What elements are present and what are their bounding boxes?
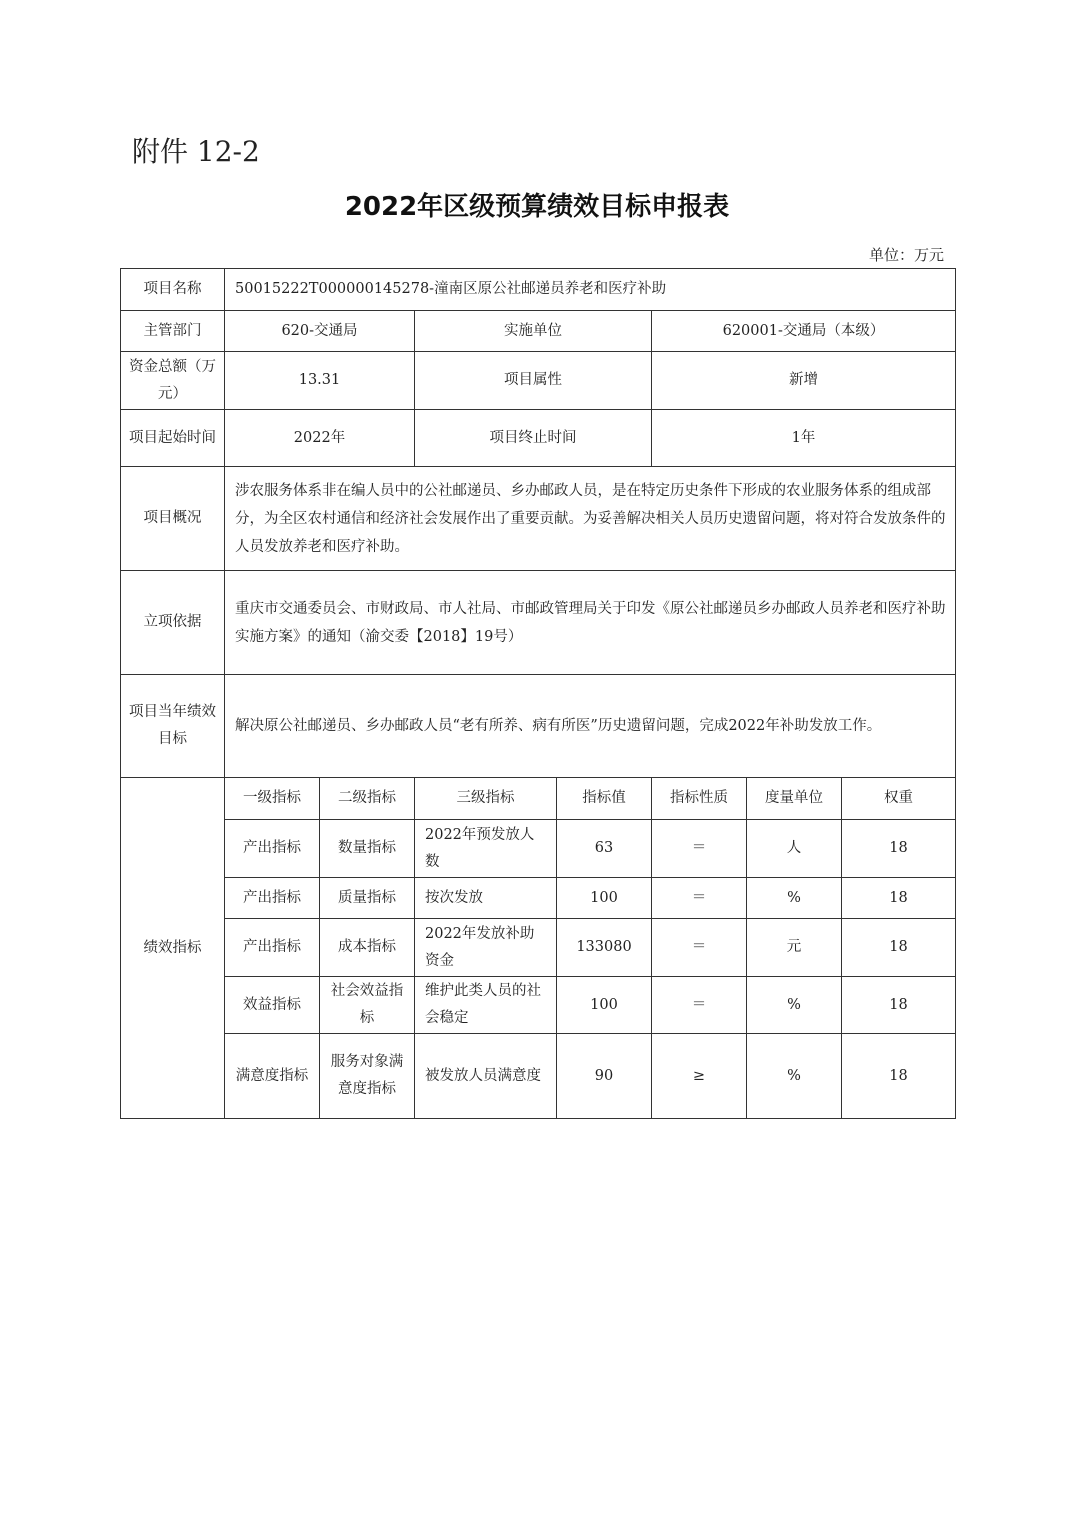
cell: % (747, 1034, 842, 1119)
cell: ≥ (652, 1034, 747, 1119)
indicator-row (121, 878, 956, 919)
header-cell: 二级指标 (320, 778, 415, 820)
start-label: 项目起始时间 (121, 410, 225, 467)
budget-table (120, 268, 956, 1119)
cell: ＝ (652, 820, 747, 878)
indicators-section-label: 绩效指标 (121, 778, 225, 1119)
header-cell: 指标值 (557, 778, 652, 820)
cell: ＝ (652, 919, 747, 977)
basis-value: 重庆市交通委员会、市财政局、市人社局、市邮政管理局关于印发《原公社邮递员乡办邮政人员养老和医疗补助实施方案》的通知（渝交委【2018】19号） (225, 571, 956, 675)
header-cell: 度量单位 (747, 778, 842, 820)
cell: 被发放人员满意度 (415, 1034, 557, 1119)
cell: 质量指标 (320, 878, 415, 919)
overview-label: 项目概况 (121, 467, 225, 571)
cell: ＝ (652, 977, 747, 1034)
cell: 100 (557, 878, 652, 919)
cell: ＝ (652, 878, 747, 919)
cell: 人 (747, 820, 842, 878)
impl-value: 620001-交通局（本级） (652, 311, 956, 352)
cell: 133080 (557, 919, 652, 977)
cell: 63 (557, 820, 652, 878)
attr-label: 项目属性 (415, 352, 652, 410)
cell: 成本指标 (320, 919, 415, 977)
cell: 元 (747, 919, 842, 977)
header-cell: 一级指标 (225, 778, 320, 820)
indicator-row (121, 977, 956, 1034)
cell: 18 (842, 977, 956, 1034)
goal-label: 项目当年绩效目标 (121, 675, 225, 778)
cell: 18 (842, 919, 956, 977)
project-name-value: 50015222T000000145278-潼南区原公社邮递员养老和医疗补助 (225, 269, 956, 311)
start-value: 2022年 (225, 410, 415, 467)
cell: 2022年预发放人数 (415, 820, 557, 878)
indicator-row (121, 1034, 956, 1119)
cell: 产出指标 (225, 878, 320, 919)
impl-label: 实施单位 (415, 311, 652, 352)
attr-value: 新增 (652, 352, 956, 410)
page-title: 2022年区级预算绩效目标申报表 (344, 192, 730, 222)
cell: 维护此类人员的社会稳定 (415, 977, 557, 1034)
indicator-row (121, 919, 956, 977)
cell: 社会效益指标 (320, 977, 415, 1034)
cell: 效益指标 (225, 977, 320, 1034)
cell: 按次发放 (415, 878, 557, 919)
overview-value: 涉农服务体系非在编人员中的公社邮递员、乡办邮政人员，是在特定历史条件下形成的农业服务体系的组成部分，为全区农村通信和经济社会发展作出了重要贡献。为妥善解决相关人员历史遗留问题，将对符合发放条件的人员发放养老和医疗补助。 (225, 467, 956, 571)
cell: 18 (842, 1034, 956, 1119)
basis-label: 立项依据 (121, 571, 225, 675)
cell: 产出指标 (225, 820, 320, 878)
cell: 2022年发放补助资金 (415, 919, 557, 977)
cell: 18 (842, 878, 956, 919)
cell: 产出指标 (225, 919, 320, 977)
end-label: 项目终止时间 (415, 410, 652, 467)
header-cell: 权重 (842, 778, 956, 820)
fund-value: 13.31 (225, 352, 415, 410)
header-cell: 三级指标 (415, 778, 557, 820)
goal-value: 解决原公社邮递员、乡办邮政人员“老有所养、病有所医”历史遗留问题，完成2022年补助发放工作。 (225, 675, 956, 778)
project-name-label: 项目名称 (121, 269, 225, 311)
header-cell: 指标性质 (652, 778, 747, 820)
cell: 服务对象满意度指标 (320, 1034, 415, 1119)
end-value: 1年 (652, 410, 956, 467)
unit-label: 单位：万元 (868, 246, 944, 264)
indicator-row (121, 820, 956, 878)
cell: % (747, 977, 842, 1034)
cell: 数量指标 (320, 820, 415, 878)
cell: % (747, 878, 842, 919)
cell: 18 (842, 820, 956, 878)
cell: 90 (557, 1034, 652, 1119)
dept-label: 主管部门 (121, 311, 225, 352)
dept-value: 620-交通局 (225, 311, 415, 352)
cell: 满意度指标 (225, 1034, 320, 1119)
attachment-label: 附件 12-2 (132, 135, 260, 168)
fund-label: 资金总额（万元） (121, 352, 225, 410)
cell: 100 (557, 977, 652, 1034)
